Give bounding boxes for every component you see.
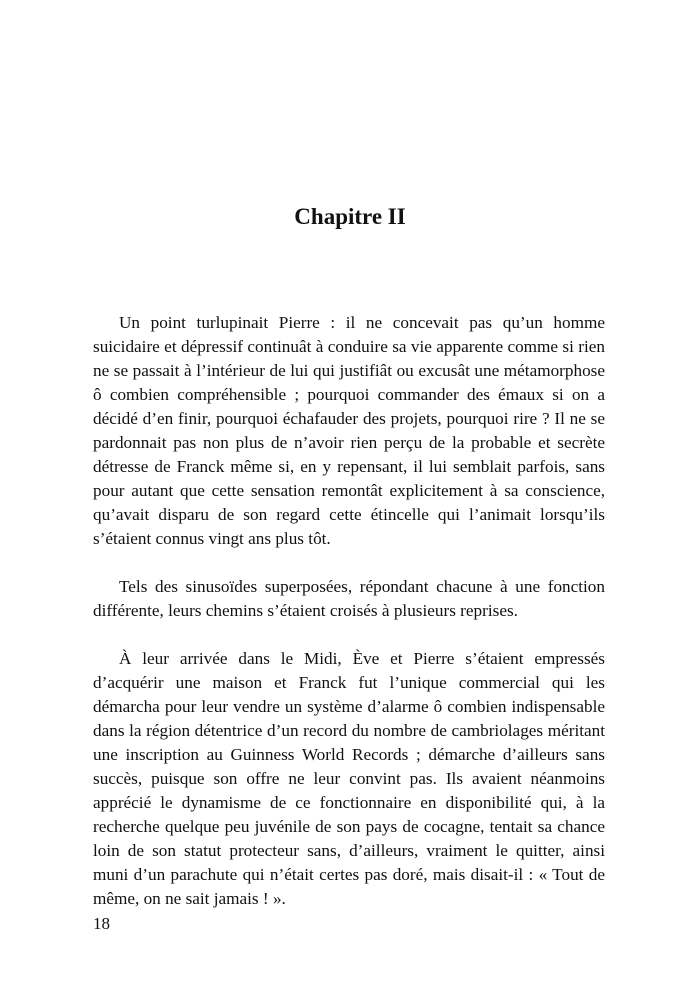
- paragraph-3: À leur arrivée dans le Midi, Ève et Pierre s’étaient empressés d’acquérir une maison et Franck fut l’unique commercial qui les démarcha pour leur vendre un système d’alarme ô combien indispensable dans la région détentrice d’un record du nombre de cambriolages méritant une inscription au Guinness World Records ; démarche d’ailleurs sans succès, puisque son offre ne leur convint pas. Ils avaient néanmoins apprécié le dynamisme de ce fonctionnaire en disponibilité qui, à la recherche quelque peu juvénile de son pays de cocagne, tentait sa chance loin de son statut protecteur sans, d’ailleurs, vraiment le quitter, ainsi muni d’un parachute qui n’était certes pas doré, mais disait-il : « Tout de même, on ne sait jamais ! ».: [93, 649, 605, 908]
- paragraph-2: Tels des sinusoïdes superposées, répondant chacune à une fonction différente, leurs chemins s’étaient croisés à plusieurs reprises.: [93, 577, 605, 620]
- chapter-body: [93, 311, 605, 911]
- page-number: 18: [93, 914, 110, 933]
- chapter-title: Chapitre II: [294, 204, 406, 229]
- paragraph-1: Un point turlupinait Pierre : il ne concevait pas qu’un homme suicidaire et dépressif continuât à conduire sa vie apparente comme si rien ne se passait à l’intérieur de lui qui justifiât ou excusât une métamorphose ô combien compréhensible ; pourquoi commander des émaux si on a décidé d’en finir, pourquoi échafauder des projets, pourquoi rire ? Il ne se pardonnait pas non plus de n’avoir rien perçu de la probable et secrète détresse de Franck même si, en y repensant, il lui semblait parfois, sans pour autant que cette sensation remontât explicitement à sa conscience, qu’avait disparu de son regard cette étincelle qui l’animait lorsqu’ils s’étaient connus vingt ans plus tôt.: [93, 313, 605, 548]
